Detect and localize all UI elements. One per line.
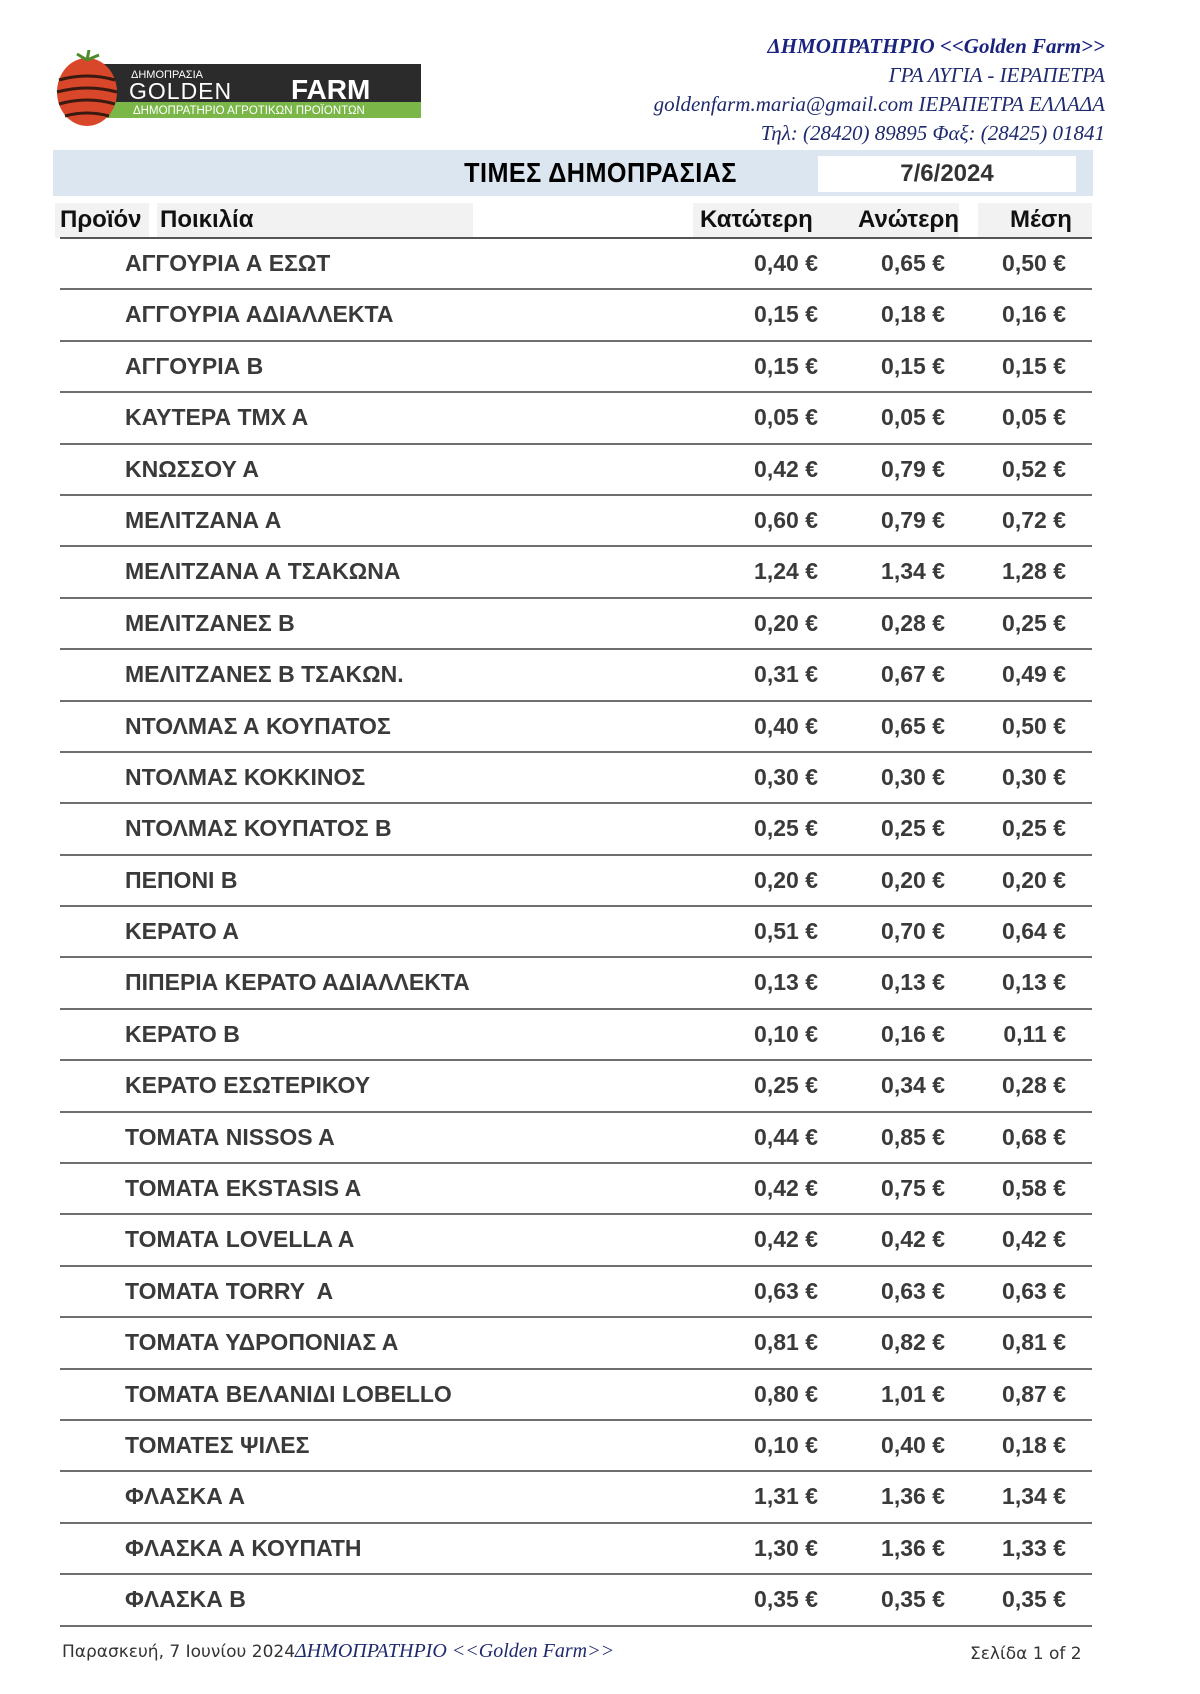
price-low: 0,80 € [754, 1380, 818, 1407]
price-high: 0,82 € [881, 1329, 945, 1356]
price-high: 0,65 € [881, 712, 945, 739]
product-name: ΑΓΓΟΥΡΙΑ Α ΕΣΩΤ [125, 250, 331, 276]
price-avg: 0,25 € [1002, 609, 1066, 636]
product-name: ΤΟΜΑΤΑ NISSOS A [125, 1123, 335, 1150]
price-high: 0,28 € [881, 609, 945, 636]
page-title-text: ΤΙΜΕΣ ΔΗΜΟΠΡΑΣΙΑΣ [464, 157, 738, 188]
table-row [60, 1061, 1092, 1112]
product-name: ΚΕΡΑΤΟ ΕΣΩΤΕΡΙΚΟΥ [125, 1072, 371, 1099]
table-row [60, 804, 1092, 855]
price-low: 0,25 € [754, 815, 818, 842]
price-high: 0,79 € [881, 506, 945, 533]
price-high: 0,34 € [881, 1072, 945, 1099]
price-low: 0,63 € [754, 1277, 818, 1304]
product-name: ΤΟΜΑΤΑ EKSTASIS A [125, 1175, 362, 1202]
price-low: 0,44 € [754, 1123, 818, 1150]
page-number: Σελίδα 1 of 2 [970, 1644, 1082, 1664]
table-row [60, 1010, 1092, 1061]
price-low: 0,42 € [754, 1226, 818, 1253]
price-avg: 0,42 € [1002, 1226, 1066, 1253]
price-low: 0,10 € [754, 1020, 818, 1047]
product-name: ΜΕΛΙΤΖΑΝΑ Α ΤΣΑΚΩΝΑ [125, 558, 401, 585]
auction-date: 7/6/2024 [818, 156, 1076, 192]
price-low: 0,42 € [754, 455, 818, 482]
company-address: ΓΡΑ ΛΥΓΙΑ - ΙΕΡΑΠΕΤΡΑ [888, 63, 1105, 87]
table-row [60, 1421, 1092, 1472]
product-name: ΤΟΜΑΤΑ LOVELLA A [125, 1226, 355, 1253]
table-row [60, 290, 1092, 341]
price-high: 1,36 € [881, 1534, 945, 1561]
price-avg: 0,52 € [1002, 455, 1066, 482]
price-low: 0,20 € [754, 609, 818, 636]
price-avg: 0,20 € [1002, 866, 1066, 893]
column-header-low: Κατώτερη [700, 206, 813, 233]
price-high: 0,65 € [881, 250, 945, 276]
price-low: 0,40 € [754, 712, 818, 739]
golden-farm-logo [53, 50, 421, 128]
table-row [60, 702, 1092, 753]
table-row [60, 1575, 1092, 1626]
price-avg: 0,35 € [1002, 1586, 1066, 1613]
price-avg: 0,25 € [1002, 815, 1066, 842]
price-low: 0,05 € [754, 404, 818, 431]
product-name: ΜΕΛΙΤΖΑΝΕΣ Β [125, 609, 295, 636]
price-low: 0,81 € [754, 1329, 818, 1356]
price-low: 0,15 € [754, 301, 818, 328]
product-name: ΤΟΜΑΤΑ ΥΔΡΟΠΟΝΙΑΣ Α [125, 1329, 399, 1356]
price-avg: 0,28 € [1002, 1072, 1066, 1099]
price-avg: 0,05 € [1002, 404, 1066, 431]
price-avg: 1,34 € [1002, 1483, 1066, 1510]
column-header-product: Προϊόν [60, 206, 142, 233]
price-high: 0,20 € [881, 866, 945, 893]
table-row [60, 1215, 1092, 1266]
product-name: ΝΤΟΛΜΑΣ Α ΚΟΥΠΑΤΟΣ [125, 712, 391, 739]
price-high: 0,30 € [881, 763, 945, 790]
price-avg: 1,33 € [1002, 1534, 1066, 1561]
table-row [60, 1164, 1092, 1215]
product-name: ΑΓΓΟΥΡΙΑ Β [125, 352, 264, 379]
price-high: 0,25 € [881, 815, 945, 842]
price-avg: 0,11 € [1003, 1020, 1066, 1047]
product-name: ΠΕΠΟΝΙ Β [125, 866, 238, 893]
price-high: 0,67 € [881, 661, 945, 688]
product-name: ΜΕΛΙΤΖΑΝΑ Α [125, 506, 282, 533]
logo-brand-bold: FARM [291, 74, 371, 105]
logo-graphic [53, 50, 421, 128]
price-high: 0,40 € [881, 1431, 945, 1458]
price-avg: 0,50 € [1002, 250, 1066, 276]
price-low: 0,13 € [754, 969, 818, 996]
price-high: 0,35 € [881, 1586, 945, 1613]
product-name: ΝΤΟΛΜΑΣ ΚΟΥΠΑΤΟΣ Β [125, 815, 392, 842]
price-table [60, 239, 1092, 1627]
price-avg: 0,72 € [1002, 506, 1066, 533]
table-row [60, 445, 1092, 496]
price-high: 0,42 € [881, 1226, 945, 1253]
price-high: 0,75 € [881, 1175, 945, 1202]
price-low: 0,30 € [754, 763, 818, 790]
price-low: 0,15 € [754, 352, 818, 379]
price-high: 0,15 € [881, 352, 945, 379]
column-header-avg: Μέση [1010, 206, 1072, 233]
contact-block [654, 32, 1105, 148]
price-avg: 0,68 € [1002, 1123, 1066, 1150]
table-row [60, 1370, 1092, 1421]
company-email: goldenfarm.maria@gmail.com ΙΕΡΑΠΕΤΡΑ ΕΛΛΑΔΑ [653, 92, 1105, 116]
footer-left [62, 1640, 614, 1663]
price-avg: 1,28 € [1002, 558, 1066, 585]
column-header-high: Ανώτερη [858, 206, 960, 233]
price-low: 1,30 € [754, 1534, 818, 1561]
product-name: ΚΕΡΑΤΟ Β [125, 1020, 240, 1047]
price-high: 0,63 € [881, 1277, 945, 1304]
company-phone: Τηλ: (28420) 89895 Φαξ: (28425) 01841 [760, 121, 1105, 145]
table-row [60, 753, 1092, 804]
product-name: ΑΓΓΟΥΡΙΑ ΑΔΙΑΛΛΕΚΤΑ [125, 301, 394, 328]
product-name: ΚΝΩΣΣΟΥ Α [125, 455, 260, 482]
table-row [60, 1267, 1092, 1318]
price-avg: 0,64 € [1002, 918, 1066, 945]
price-low: 0,60 € [754, 506, 818, 533]
table-row [60, 496, 1092, 547]
price-avg: 0,16 € [1002, 301, 1066, 328]
column-header-variety: Ποικιλία [160, 206, 254, 233]
logo-brand-light: GOLDEN [129, 78, 233, 104]
price-low: 1,24 € [754, 558, 818, 585]
table-row [60, 1472, 1092, 1523]
product-name: ΚΕΡΑΤΟ Α [125, 918, 239, 945]
price-low: 0,25 € [754, 1072, 818, 1099]
price-avg: 0,13 € [1002, 969, 1066, 996]
product-name: ΦΛΑΣΚΑ Β [125, 1586, 246, 1613]
price-high: 0,79 € [881, 455, 945, 482]
product-name: ΠΙΠΕΡΙΑ ΚΕΡΑΤΟ ΑΔΙΑΛΛΕΚΤΑ [125, 969, 470, 996]
price-low: 0,10 € [754, 1431, 818, 1458]
price-high: 1,34 € [881, 558, 945, 585]
price-avg: 0,15 € [1002, 352, 1066, 379]
footer-company: ΔΗΜΟΠΡΑΤΗΡΙΟ <<Golden Farm>> [295, 1640, 615, 1662]
price-low: 0,51 € [754, 918, 818, 945]
logo-subtitle: ΔΗΜΟΠΡΑΤΗΡΙΟ ΑΓΡΟΤΙΚΩΝ ΠΡΟΪΟΝΤΩΝ [133, 105, 365, 117]
price-high: 0,05 € [881, 404, 945, 431]
product-name: ΦΛΑΣΚΑ Α [125, 1483, 245, 1510]
price-high: 0,16 € [881, 1020, 945, 1047]
table-row [60, 393, 1092, 444]
price-high: 0,70 € [881, 918, 945, 945]
price-low: 0,35 € [754, 1586, 818, 1613]
table-row [60, 958, 1092, 1009]
table-row [60, 856, 1092, 907]
logo-top-text: ΔΗΜΟΠΡΑΣΙΑ [131, 69, 204, 81]
price-avg: 0,49 € [1002, 661, 1066, 688]
product-name: ΤΟΜΑΤΑ TORRY A [125, 1277, 334, 1304]
price-avg: 0,58 € [1002, 1175, 1066, 1202]
price-avg: 0,81 € [1002, 1329, 1066, 1356]
table-row [60, 907, 1092, 958]
price-high: 0,13 € [881, 969, 945, 996]
tomato-icon [57, 50, 117, 126]
table-row [60, 1113, 1092, 1164]
price-low: 0,42 € [754, 1175, 818, 1202]
price-low: 0,20 € [754, 866, 818, 893]
product-name: ΤΟΜΑΤΕΣ ΨΙΛΕΣ [125, 1431, 310, 1458]
price-avg: 0,30 € [1002, 763, 1066, 790]
price-low: 0,40 € [754, 250, 818, 276]
price-avg: 0,50 € [1002, 712, 1066, 739]
price-high: 1,01 € [881, 1380, 945, 1407]
company-name: ΔΗΜΟΠΡΑΤΗΡΙΟ <<Golden Farm>> [767, 34, 1105, 58]
table-row [60, 239, 1092, 290]
table-row [60, 599, 1092, 650]
table-row [60, 1318, 1092, 1369]
table-row [60, 547, 1092, 598]
price-low: 1,31 € [754, 1483, 818, 1510]
price-avg: 0,63 € [1002, 1277, 1066, 1304]
product-name: ΚΑΥΤΕΡΑ ΤΜΧ Α [125, 404, 309, 431]
table-row [60, 342, 1092, 393]
price-high: 0,85 € [881, 1123, 945, 1150]
title-band [53, 150, 1093, 196]
table-row [60, 650, 1092, 701]
product-name: ΝΤΟΛΜΑΣ ΚΟΚΚΙΝΟΣ [125, 763, 366, 790]
table-row [60, 1524, 1092, 1575]
price-low: 0,31 € [754, 661, 818, 688]
price-high: 1,36 € [881, 1483, 945, 1510]
price-high: 0,18 € [881, 301, 945, 328]
product-name: ΦΛΑΣΚΑ Α ΚΟΥΠΑΤΗ [125, 1534, 362, 1561]
product-name: ΜΕΛΙΤΖΑΝΕΣ Β ΤΣΑΚΩΝ. [125, 661, 404, 688]
price-avg: 0,87 € [1002, 1380, 1066, 1407]
product-name: ΤΟΜΑΤΑ ΒΕΛΑΝΙΔΙ LOBELLO [125, 1380, 452, 1407]
footer-date: Παρασκευή, 7 Ιουνίου 2024 [62, 1642, 296, 1662]
price-avg: 0,18 € [1002, 1431, 1066, 1458]
